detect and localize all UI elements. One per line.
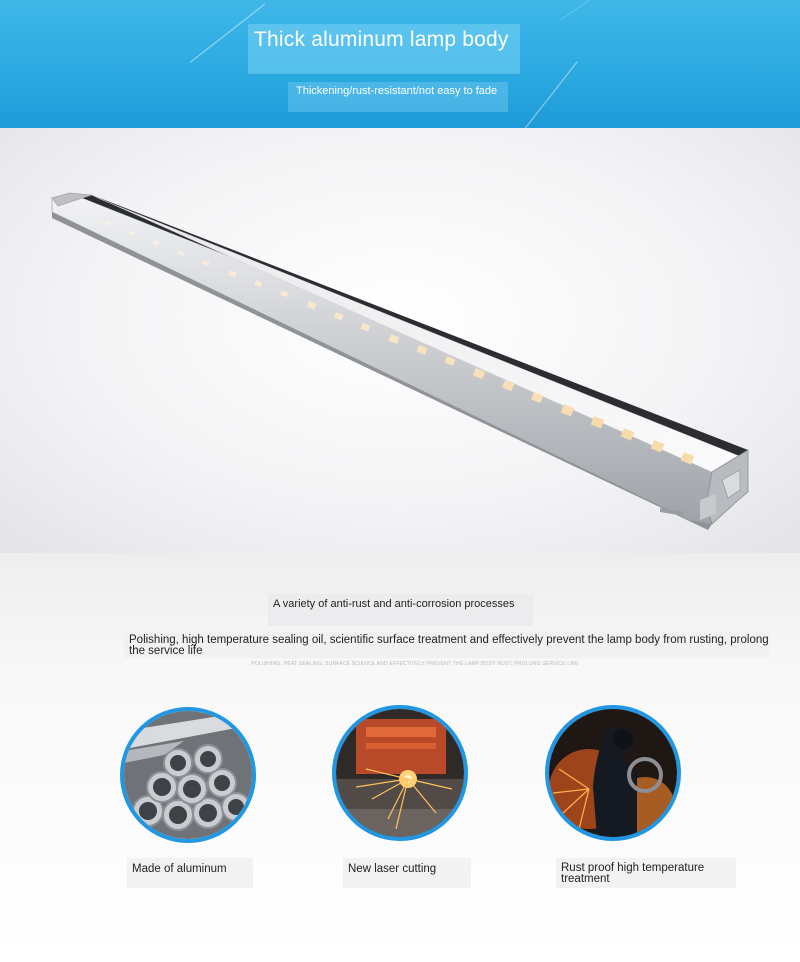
features-tagline: POLISHING, HEAT SEALING, SURFACE SCIENCE AND EFFECTIVELY PREVENT THE LAMP BODY RUST, PROLONG SERVICE LIFE [251, 661, 579, 667]
process-label-heat-treatment: Rust proof high temperature treatment [561, 862, 705, 885]
features-description: Polishing, high temperature sealing oil, scientific surface treatment and effectively prevent the lamp body from rusting, prolong the service life [129, 634, 769, 657]
banner-title: Thick aluminum lamp body [254, 28, 509, 51]
aluminum-pipes-icon [124, 711, 252, 839]
process-image-heat-treatment [545, 705, 681, 841]
process-image-aluminum [120, 707, 256, 843]
process-image-laser [332, 705, 468, 841]
process-label-laser: New laser cutting [348, 863, 437, 875]
banner-subtitle: Thickening/rust-resistant/not easy to fade [296, 85, 498, 97]
process-label-aluminum: Made of aluminum [132, 863, 227, 875]
laser-cutting-icon [336, 709, 464, 837]
features-title: A variety of anti-rust and anti-corrosion processes [273, 598, 515, 610]
welder-icon [549, 709, 677, 837]
